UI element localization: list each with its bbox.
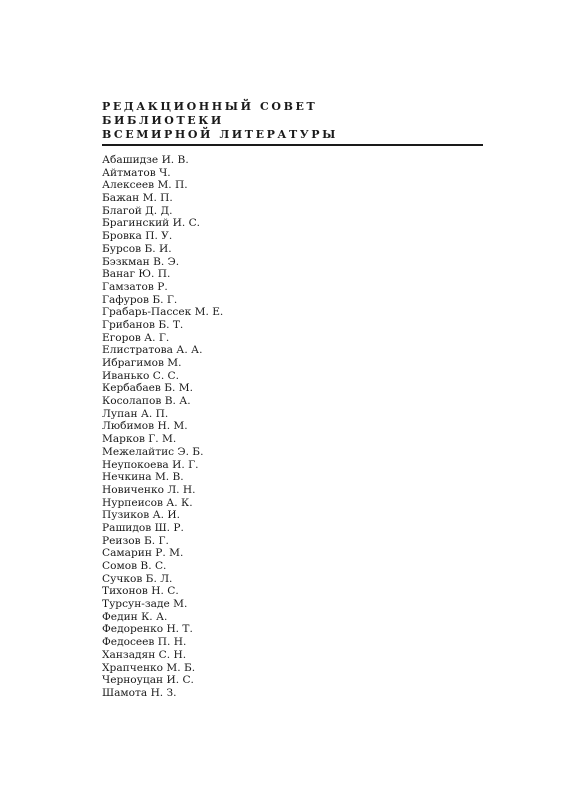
board-member-name: Грабарь-Пассек М. Е. bbox=[102, 306, 224, 319]
board-member-name: Федоренко Н. Т. bbox=[102, 623, 193, 636]
board-member-name: Новиченко Л. Н. bbox=[102, 483, 196, 496]
board-member-name: Пузиков А. И. bbox=[102, 509, 181, 522]
board-member-name: Сучков Б. Л. bbox=[102, 572, 173, 585]
board-member-name: Косолапов В. А. bbox=[102, 395, 191, 408]
board-member-name: Федосеев П. Н. bbox=[102, 636, 187, 649]
board-members-list bbox=[102, 154, 223, 700]
heading-line-3: ВСЕМИРНОЙ ЛИТЕРАТУРЫ bbox=[102, 128, 338, 141]
board-member-name: Бровка П. У. bbox=[102, 230, 173, 243]
board-member-name: Айтматов Ч. bbox=[102, 166, 171, 179]
board-member-name: Бэзкман В. Э. bbox=[102, 255, 180, 268]
board-member-name: Абашидзе И. В. bbox=[102, 154, 189, 166]
board-member-name: Любимов Н. М. bbox=[102, 420, 188, 433]
board-member-name: Сомов В. С. bbox=[102, 560, 167, 572]
board-member-name: Брагинский И. С. bbox=[102, 217, 201, 230]
board-member-name: Шамота Н. З. bbox=[102, 686, 177, 699]
board-member-name: Елистратова А. А. bbox=[102, 344, 203, 357]
board-member-name: Алексеев М. П. bbox=[102, 179, 188, 192]
board-member-name: Черноуцан И. С. bbox=[102, 674, 194, 687]
board-member-name: Ибрагимов М. bbox=[102, 357, 182, 369]
board-member-name: Нурпеисов А. К. bbox=[102, 496, 193, 509]
heading-rule-divider bbox=[102, 144, 483, 146]
board-member-name: Турсун-заде М. bbox=[102, 598, 188, 611]
board-member-name: Благой Д. Д. bbox=[102, 204, 173, 217]
board-member-name: Нечкина М. В. bbox=[102, 471, 184, 484]
board-member-name: Федин К. А. bbox=[102, 610, 168, 623]
board-member-name: Гафуров Б. Г. bbox=[102, 293, 178, 306]
board-member-name: Межелайтис Э. Б. bbox=[102, 445, 204, 458]
board-member-name: Ванаг Ю. П. bbox=[102, 268, 171, 281]
board-member-name: Бурсов Б. И. bbox=[102, 242, 172, 255]
board-member-name: Реизов Б. Г. bbox=[102, 534, 169, 547]
board-member-name: Кербабаев Б. М. bbox=[102, 382, 193, 395]
board-member-name: Самарин Р. М. bbox=[102, 547, 184, 560]
board-member-name: Гамзатов Р. bbox=[102, 280, 168, 293]
board-member-name: Егоров А. Г. bbox=[102, 331, 170, 344]
board-member-name: Тихонов Н. С. bbox=[102, 585, 179, 598]
board-member-name: Рашидов Ш. Р. bbox=[102, 521, 184, 534]
board-member-name: Иванько С. С. bbox=[102, 369, 180, 382]
editorial-board-heading bbox=[102, 100, 462, 142]
heading-line-1: РЕДАКЦИОННЫЙ СОВЕТ bbox=[102, 100, 318, 113]
board-member-name: Марков Г. М. bbox=[102, 433, 177, 446]
board-member-name: Лупан А. П. bbox=[102, 407, 169, 420]
board-member-name: Бажан М. П. bbox=[102, 192, 173, 205]
board-member-name: Храпченко М. Б. bbox=[102, 661, 196, 674]
board-member-name: Грибанов Б. Т. bbox=[102, 318, 184, 331]
board-member-name: Ханзадян С. Н. bbox=[102, 648, 187, 661]
board-member-name: Неупокоева И. Г. bbox=[102, 458, 199, 471]
heading-line-2: БИБЛИОТЕКИ bbox=[102, 114, 224, 127]
